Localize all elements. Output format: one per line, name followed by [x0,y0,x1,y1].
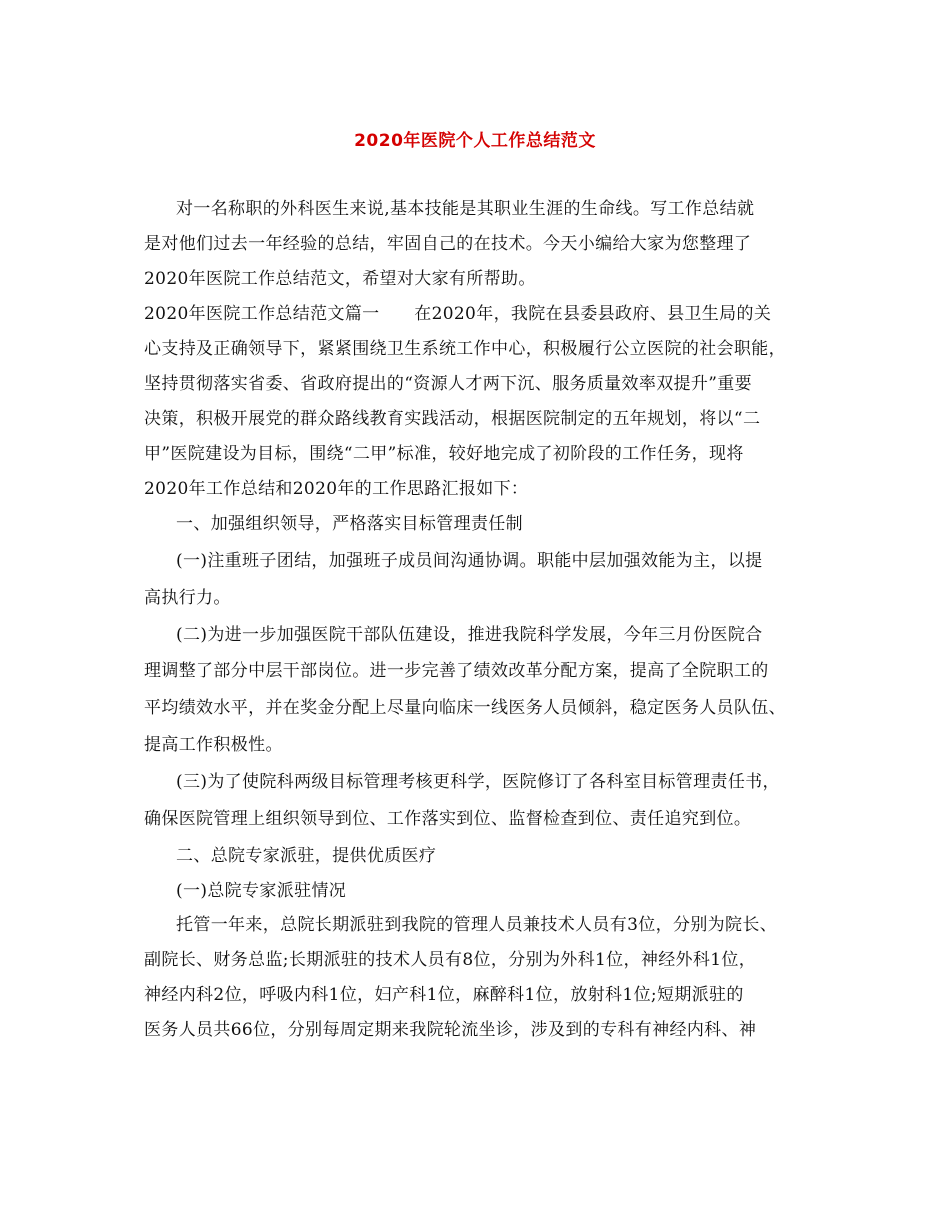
paragraph-line: 托管一年来，总院长期派驻到我院的管理人员兼技术人员有3位，分别为院长、 [176,915,778,935]
paragraph-line: 2020年医院工作总结范文，希望对大家有所帮助。 [144,269,536,289]
paragraph-line: 对一名称职的外科医生来说,基本技能是其职业生涯的生命线。写工作总结就 [176,199,755,219]
paragraph-line: 2020年医院工作总结范文篇一 在2020年，我院在县委县政府、县卫生局的关 [144,304,772,324]
paragraph-line: 是对他们过去一年经验的总结，牢固自己的在技术。今天小编给大家为您整理了 [144,234,752,254]
paragraph-line: 副院长、财务总监;长期派驻的技术人员有8位，分别为外科1位，神经外科1位， [144,950,757,970]
paragraph-line: 决策，积极开展党的群众路线教育实践活动，根据医院制定的五年规划，将以“二 [144,409,761,429]
paragraph-line: 平均绩效水平，并在奖金分配上尽量向临床一线医务人员倾斜，稳定医务人员队伍、 [144,698,786,718]
section-heading: 二、总院专家派驻，提供优质医疗 [176,846,437,866]
document-title: 2020年医院个人工作总结范文 [354,131,596,151]
paragraph-line: 提高工作积极性。 [144,735,283,755]
paragraph-line: (一)注重班子团结，加强班子成员间沟通协调。职能中层加强效能为主，以提 [176,551,763,571]
paragraph-line: 甲”医院建设为目标，围绕“二甲”标准，较好地完成了初阶段的工作任务，现将 [144,444,744,464]
subsection-heading: (一)总院专家派驻情况 [176,881,347,901]
paragraph-line: 确保医院管理上组织领导到位、工作落实到位、监督检查到位、责任追究到位。 [144,809,752,829]
paragraph-line: (二)为进一步加强医院干部队伍建设，推进我院科学发展，今年三月份医院合 [176,625,763,645]
paragraph-line: (三)为了使院科两级目标管理考核更科学，医院修订了各科室目标管理责任书， [176,772,780,792]
paragraph-line: 理调整了部分中层干部岗位。进一步完善了绩效改革分配方案，提高了全院职工的 [144,661,769,681]
paragraph-line: 2020年工作总结和2020年的工作思路汇报如下： [144,479,529,499]
paragraph-line: 心支持及正确领导下，紧紧围绕卫生系统工作中心，积极履行公立医院的社会职能， [144,339,786,359]
paragraph-line: 医务人员共66位，分别每周定期来我院轮流坐诊，涉及到的专科有神经内科、神 [144,1020,757,1040]
section-heading: 一、加强组织领导，严格落实目标管理责任制 [176,514,523,534]
paragraph-line: 坚持贯彻落实省委、省政府提出的“资源人才两下沉、服务质量效率双提升”重要 [144,374,752,394]
paragraph-line: 高执行力。 [144,588,231,608]
paragraph-line: 神经内科2位，呼吸内科1位，妇产科1位，麻醉科1位，放射科1位;短期派驻的 [144,985,744,1005]
